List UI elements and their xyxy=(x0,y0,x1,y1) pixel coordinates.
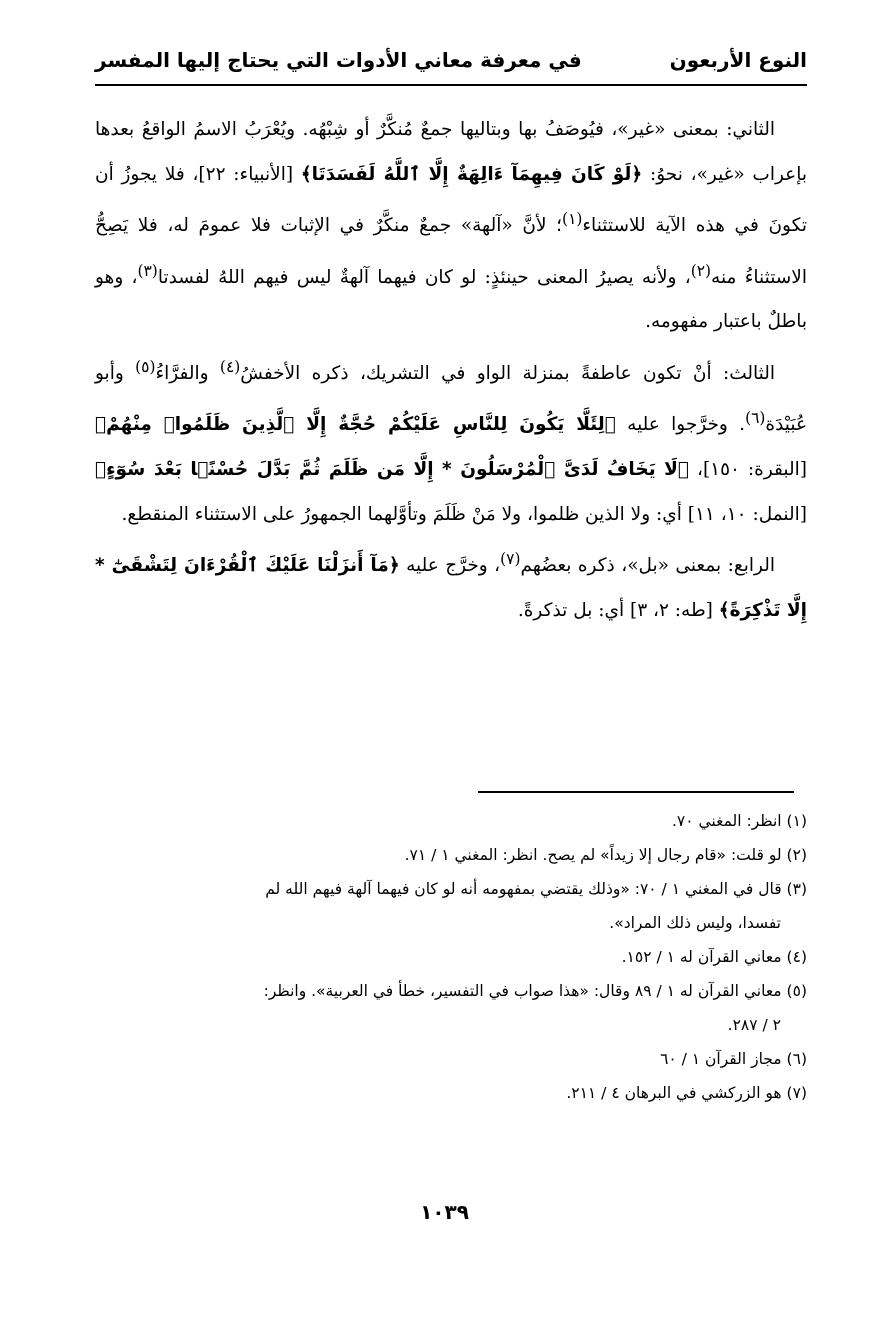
footnote-ref[interactable]: (٧) xyxy=(500,550,521,569)
footnote-continuation: ٢ / ٢٨٧. xyxy=(727,1016,781,1034)
footnote-number: (١) xyxy=(786,812,807,830)
text-run: الثالث: أنْ تكون عاطفةً بمنزلة الواو في التشريك، ذكره الأخفشُ xyxy=(240,362,775,384)
footnote-ref[interactable]: (١) xyxy=(562,210,583,228)
section-title: في معرفة معاني الأدوات التي يحتاج إليها المفسر xyxy=(95,48,582,72)
footnote-text: انظر: المغني ٧٠. xyxy=(671,812,782,830)
text-run: الرابع: بمعنى «بل»، ذكره بعضُهم xyxy=(520,555,775,577)
footnote xyxy=(95,1076,807,1110)
chapter-heading: النوع الأربعون xyxy=(669,48,807,72)
quran-verse: ﴿لَوْ كَانَ فِيهِمَآ ءَالِهَةٌ إِلَّا ٱللَّهُ لَفَسَدَتَا﴾ xyxy=(300,163,643,185)
footnote xyxy=(95,940,807,974)
footnote xyxy=(95,804,807,838)
text-run: . وخرَّجوا عليه xyxy=(615,414,746,436)
running-header xyxy=(95,44,807,86)
text-run: والفرَّاءُ xyxy=(155,362,220,384)
footnote-number: (٣) xyxy=(786,880,807,898)
footnote xyxy=(95,1042,807,1076)
quran-verse: ﴿لَا يَخَافُ لَدَىَّ ٱلْمُرْسَلُونَ * إِلَّا مَن ظَلَمَ ثُمَّ بَدَّلَ حُسْنًۢا بَعْدَ سُوٓءٍ﴾ xyxy=(95,459,690,481)
footnote-text: معاني القرآن له ١ / ١٥٢. xyxy=(621,948,782,966)
text-run: [طه: ٢، ٣] أي: بل تذكرةً. xyxy=(517,599,719,621)
footnotes xyxy=(95,804,807,1110)
page-number: ١٠٣٩ xyxy=(420,1200,469,1224)
footnote-continuation: تفسدا، وليس ذلك المراد». xyxy=(609,914,781,932)
footnote-ref[interactable]: (٢) xyxy=(690,261,712,280)
footnote-number: (٥) xyxy=(786,982,807,1000)
footnote-text: مجاز القرآن ١ / ٦٠ xyxy=(660,1050,782,1068)
footnote-text: لو قلت: «قام رجال إلا زيداً» لم يصح. انظر: المغني ١ / ٧١. xyxy=(404,846,782,864)
quran-verse: ﴿مَآ أَنزَلْنَا عَلَيْكَ ٱلْقُرْءَانَ لِتَشْقَىٰٓ * إِلَّا تَذْكِرَةً﴾ xyxy=(95,555,807,621)
text-run: الثاني: بمعنى «غير»، فيُوصَفُ بها وبتاليها جمعٌ مُنكَّرٌ أو شِبْهُه. ويُعْرَبُ الاسمُ الواقعُ بعدها بإعراب «غير»، نحوُ: xyxy=(95,119,808,185)
footnote-text: قال في المغني ١ / ٧٠: «وذلك يقتضي بمفهومه أنه لو كان فيهما آلهة فيهم الله لم xyxy=(265,880,782,898)
paragraph-fourth-meaning xyxy=(95,537,807,633)
text-run: ؛ لأنَّ «آلهة» جمعٌ منكَّرٌ في الإثبات فلا عمومَ له، فلا يَصِحُّ الاستثناءُ منه xyxy=(95,215,807,288)
text-run: ، وهو باطلٌ باعتبار مفهومه. xyxy=(95,266,807,333)
footnote-ref[interactable]: (٦) xyxy=(745,409,766,428)
footnote-number: (٦) xyxy=(786,1050,807,1068)
quran-verse: ﴿لِئَلَّا يَكُونَ لِلنَّاسِ عَلَيْكُمْ حُجَّةٌ إِلَّا ٱلَّذِينَ ظَلَمُوا۟ مِنْهُمْ﴾ xyxy=(95,414,616,436)
text-run: وأبو عُبَيْدَة xyxy=(95,362,807,436)
footnote xyxy=(95,872,807,940)
text-run: [الأنبياء: ٢٢]، فلا يجوزُ أن تكونَ في هذه الآية للاستثناء xyxy=(95,163,807,237)
main-text xyxy=(95,108,807,633)
footnote-ref[interactable]: (٤) xyxy=(219,357,241,376)
footnote-ref[interactable]: (٥) xyxy=(135,357,156,376)
footnote-number: (٧) xyxy=(786,1084,807,1102)
text-run: [النمل: ١٠، ١١] أي: ولا الذين ظلموا، ولا مَنْ ظَلَمَ وتأوَّلهما الجمهورُ على الاستثناء المنقطع. xyxy=(121,503,807,525)
footnote-text: معاني القرآن له ١ / ٨٩ وقال: «هذا صواب في التفسير، خطأ في العربية». وانظر: xyxy=(263,982,782,1000)
footnote-text: هو الزركشي في البرهان ٤ / ٢١١. xyxy=(566,1084,782,1102)
text-run: ، ولأنه يصيرُ المعنى حينئذٍ: لو كان فيهما آلهةٌ ليس فيهم اللهُ لفسدتا xyxy=(157,266,691,288)
footnote xyxy=(95,838,807,872)
footnote-separator xyxy=(478,791,794,793)
footnote-number: (٢) xyxy=(786,846,807,864)
text-run: ، وخرَّج عليه xyxy=(399,555,501,577)
footnote xyxy=(95,974,807,1042)
text-run: [البقرة: ١٥٠]، xyxy=(689,459,807,481)
footnote-ref[interactable]: (٣) xyxy=(137,261,158,280)
paragraph-third-meaning xyxy=(95,345,807,537)
paragraph-second-meaning xyxy=(95,108,807,345)
footnote-number: (٤) xyxy=(786,948,807,966)
